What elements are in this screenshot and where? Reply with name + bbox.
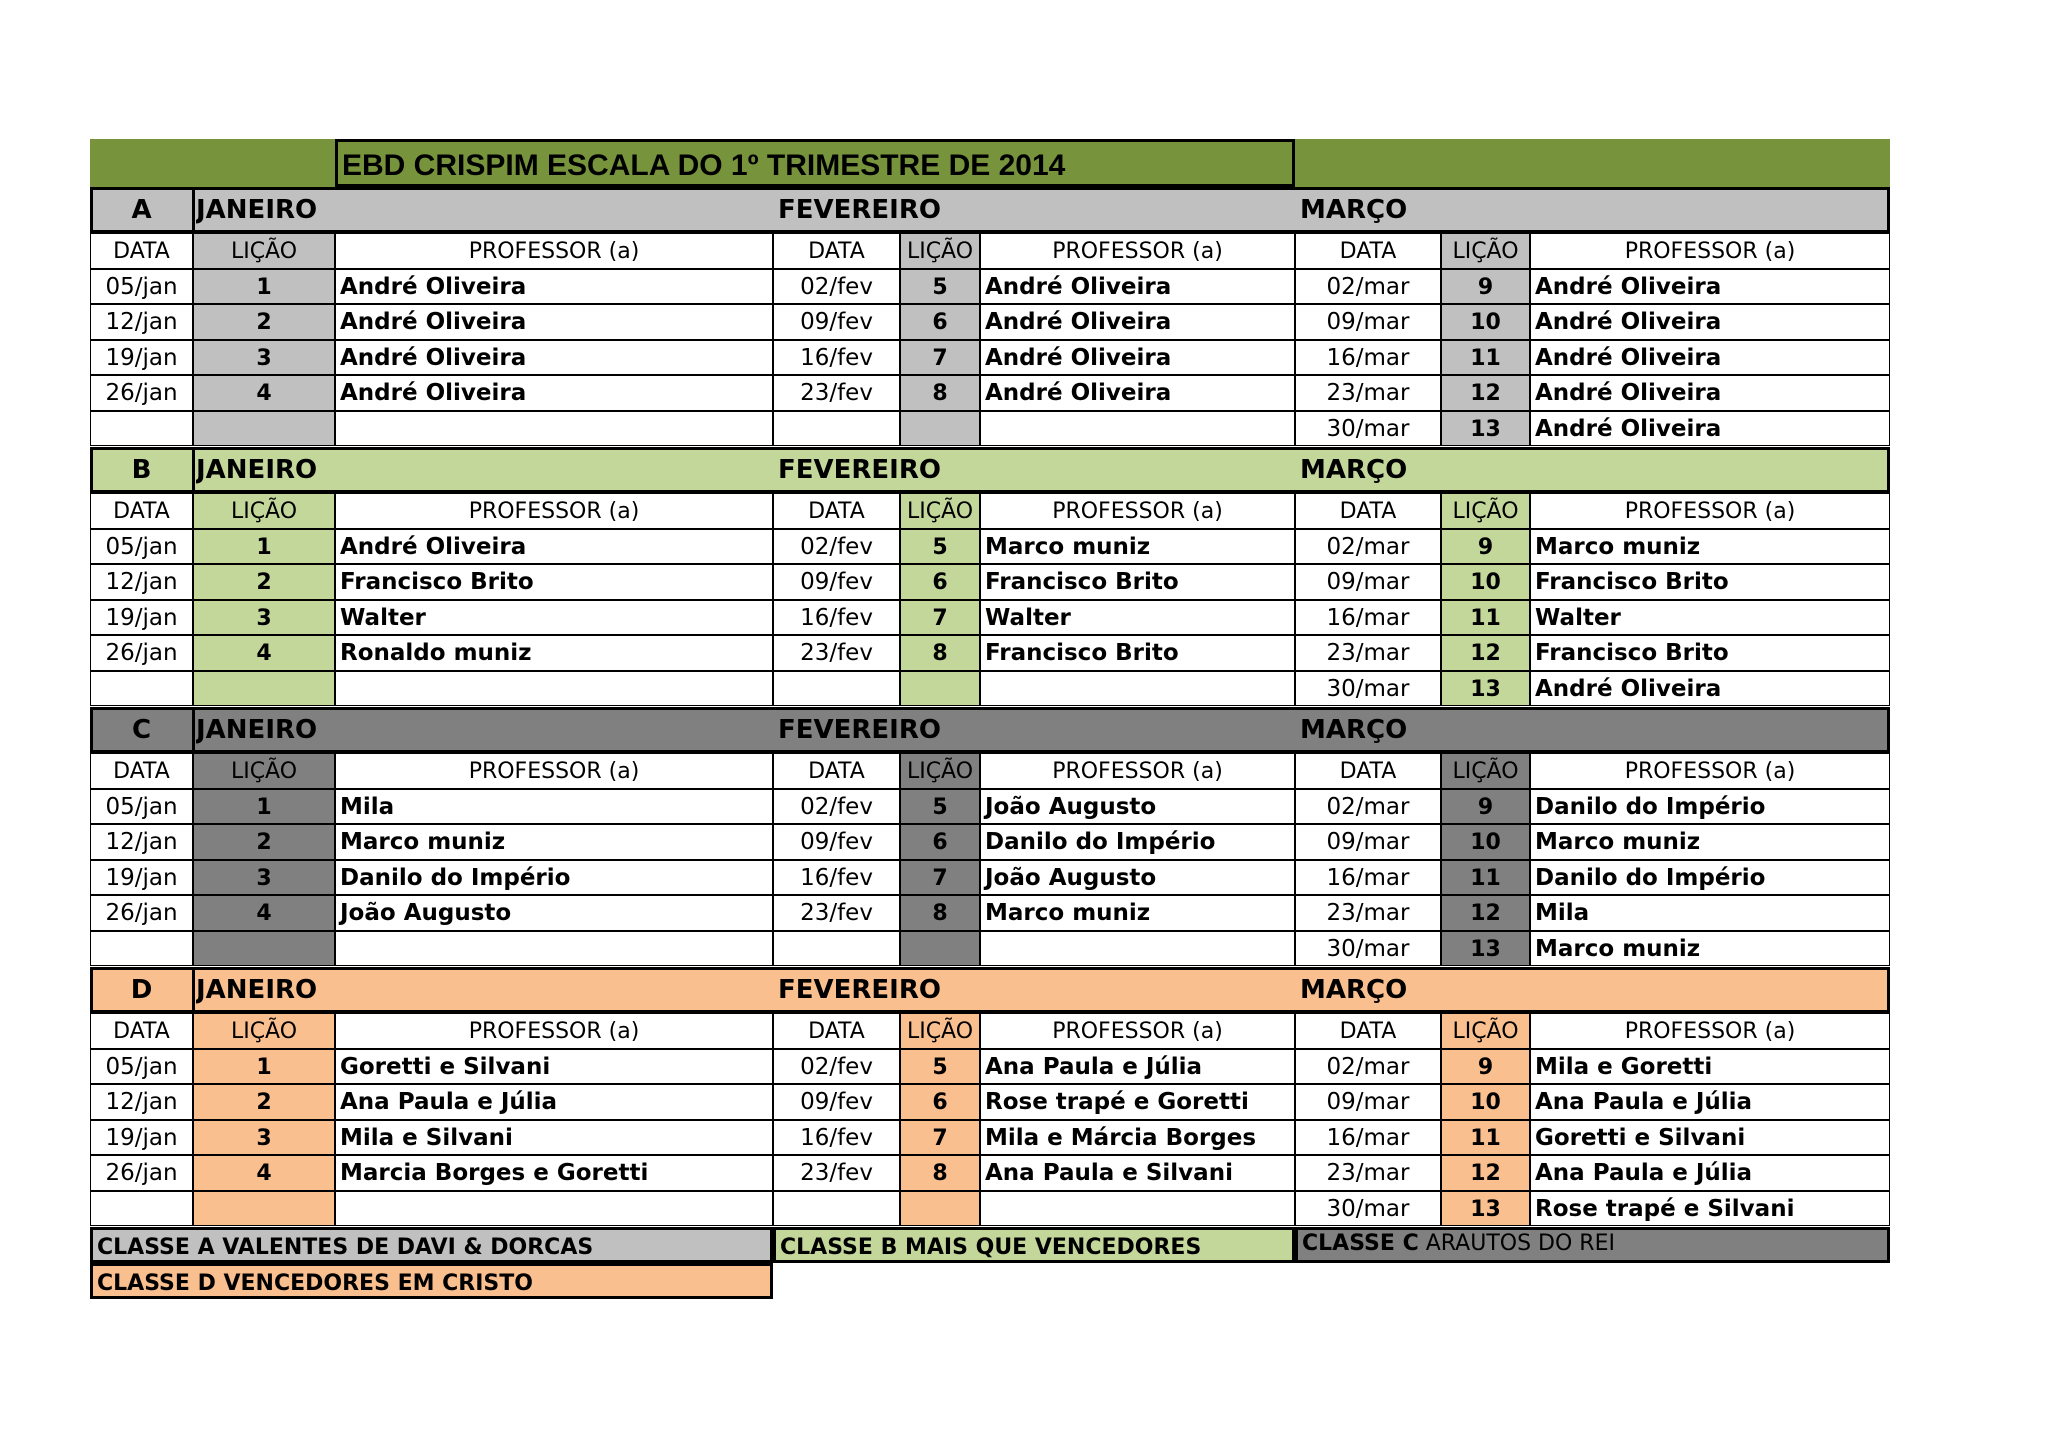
month-fevereiro: FEVEREIRO xyxy=(778,195,941,225)
month-marco: MARÇO xyxy=(1300,715,1408,745)
letter-divider xyxy=(192,187,195,233)
date-cell: 09/mar xyxy=(1295,564,1441,600)
lesson-cell: 4 xyxy=(193,1155,335,1191)
section-letter: B xyxy=(131,455,152,485)
lesson-cell xyxy=(193,411,335,447)
col-header-professor: PROFESSOR (a) xyxy=(980,493,1295,529)
col-header-professor: PROFESSOR (a) xyxy=(1530,753,1890,789)
date-cell: 05/jan xyxy=(90,1049,193,1085)
col-header-data: DATA xyxy=(1295,233,1441,269)
teacher-cell: André Oliveira xyxy=(335,269,773,305)
title-band-left xyxy=(90,139,335,187)
lesson-cell: 5 xyxy=(900,1049,980,1085)
lesson-cell: 10 xyxy=(1441,824,1530,860)
teacher-cell: Marco muniz xyxy=(980,529,1295,565)
month-marco: MARÇO xyxy=(1300,975,1408,1005)
lesson-cell: 5 xyxy=(900,789,980,825)
date-cell: 30/mar xyxy=(1295,411,1441,447)
lesson-cell: 2 xyxy=(193,564,335,600)
date-cell: 23/fev xyxy=(773,375,900,411)
col-header-professor: PROFESSOR (a) xyxy=(335,493,773,529)
month-marco: MARÇO xyxy=(1300,195,1408,225)
col-header-data: DATA xyxy=(773,233,900,269)
teacher-cell: Ana Paula e Júlia xyxy=(335,1084,773,1120)
date-cell xyxy=(90,1191,193,1227)
col-header-professor: PROFESSOR (a) xyxy=(335,753,773,789)
teacher-cell: Francisco Brito xyxy=(980,564,1295,600)
col-header-professor: PROFESSOR (a) xyxy=(335,233,773,269)
teacher-cell: João Augusto xyxy=(335,895,773,931)
lesson-cell: 11 xyxy=(1441,1120,1530,1156)
date-cell: 02/fev xyxy=(773,269,900,305)
teacher-cell: Ana Paula e Júlia xyxy=(1530,1084,1890,1120)
lesson-cell: 8 xyxy=(900,375,980,411)
date-cell: 26/jan xyxy=(90,895,193,931)
lesson-cell: 9 xyxy=(1441,1049,1530,1085)
teacher-cell: André Oliveira xyxy=(1530,411,1890,447)
date-cell: 02/mar xyxy=(1295,269,1441,305)
lesson-cell: 6 xyxy=(900,304,980,340)
lesson-cell: 7 xyxy=(900,1120,980,1156)
teacher-cell: Francisco Brito xyxy=(335,564,773,600)
date-cell: 19/jan xyxy=(90,1120,193,1156)
teacher-cell: Ana Paula e Júlia xyxy=(1530,1155,1890,1191)
col-header-data: DATA xyxy=(773,493,900,529)
date-cell: 09/fev xyxy=(773,824,900,860)
lesson-cell: 11 xyxy=(1441,340,1530,376)
col-header-professor: PROFESSOR (a) xyxy=(980,753,1295,789)
lesson-cell: 12 xyxy=(1441,895,1530,931)
month-janeiro: JANEIRO xyxy=(196,195,318,225)
lesson-cell: 1 xyxy=(193,789,335,825)
letter-divider xyxy=(192,707,195,753)
col-header-data: DATA xyxy=(773,753,900,789)
date-cell xyxy=(773,411,900,447)
date-cell: 16/fev xyxy=(773,340,900,376)
date-cell xyxy=(90,931,193,967)
lesson-cell: 12 xyxy=(1441,375,1530,411)
teacher-cell: André Oliveira xyxy=(980,340,1295,376)
date-cell: 30/mar xyxy=(1295,671,1441,707)
lesson-cell: 3 xyxy=(193,340,335,376)
teacher-cell: Marco muniz xyxy=(1530,824,1890,860)
lesson-cell: 6 xyxy=(900,564,980,600)
teacher-cell: André Oliveira xyxy=(335,375,773,411)
col-header-data: DATA xyxy=(90,233,193,269)
legend-class-d: CLASSE D VENCEDORES EM CRISTO xyxy=(90,1263,773,1299)
col-header-data: DATA xyxy=(1295,1013,1441,1049)
date-cell: 12/jan xyxy=(90,1084,193,1120)
date-cell: 23/mar xyxy=(1295,635,1441,671)
teacher-cell: Rose trapé e Goretti xyxy=(980,1084,1295,1120)
teacher-cell: Danilo do Império xyxy=(980,824,1295,860)
teacher-cell: Goretti e Silvani xyxy=(335,1049,773,1085)
date-cell: 23/mar xyxy=(1295,375,1441,411)
teacher-cell: Danilo do Império xyxy=(1530,860,1890,896)
lesson-cell xyxy=(900,1191,980,1227)
col-header-data: DATA xyxy=(90,493,193,529)
date-cell: 19/jan xyxy=(90,600,193,636)
col-header-data: DATA xyxy=(1295,493,1441,529)
date-cell: 26/jan xyxy=(90,1155,193,1191)
lesson-cell: 3 xyxy=(193,1120,335,1156)
col-header-data: DATA xyxy=(90,753,193,789)
title-band-right xyxy=(1295,139,1890,187)
teacher-cell xyxy=(980,411,1295,447)
date-cell: 02/fev xyxy=(773,789,900,825)
teacher-cell: Ana Paula e Júlia xyxy=(980,1049,1295,1085)
letter-divider xyxy=(192,447,195,493)
col-header-data: DATA xyxy=(1295,753,1441,789)
lesson-cell: 2 xyxy=(193,824,335,860)
lesson-cell: 13 xyxy=(1441,1191,1530,1227)
lesson-cell: 13 xyxy=(1441,671,1530,707)
col-header-licao: LIÇÃO xyxy=(1441,1013,1530,1049)
lesson-cell: 5 xyxy=(900,529,980,565)
date-cell: 23/mar xyxy=(1295,1155,1441,1191)
month-fevereiro: FEVEREIRO xyxy=(778,975,941,1005)
lesson-cell: 7 xyxy=(900,340,980,376)
col-header-licao: LIÇÃO xyxy=(1441,493,1530,529)
teacher-cell: André Oliveira xyxy=(980,375,1295,411)
teacher-cell: Marco muniz xyxy=(1530,529,1890,565)
lesson-cell xyxy=(900,671,980,707)
date-cell xyxy=(773,1191,900,1227)
date-cell: 05/jan xyxy=(90,529,193,565)
date-cell: 12/jan xyxy=(90,304,193,340)
date-cell: 09/fev xyxy=(773,304,900,340)
date-cell: 16/mar xyxy=(1295,860,1441,896)
lesson-cell: 6 xyxy=(900,1084,980,1120)
teacher-cell: André Oliveira xyxy=(1530,304,1890,340)
month-fevereiro: FEVEREIRO xyxy=(778,715,941,745)
date-cell: 09/mar xyxy=(1295,824,1441,860)
lesson-cell xyxy=(900,931,980,967)
teacher-cell: Danilo do Império xyxy=(335,860,773,896)
col-header-licao: LIÇÃO xyxy=(900,233,980,269)
date-cell: 16/fev xyxy=(773,600,900,636)
lesson-cell: 6 xyxy=(900,824,980,860)
lesson-cell: 11 xyxy=(1441,600,1530,636)
teacher-cell: André Oliveira xyxy=(1530,269,1890,305)
teacher-cell: André Oliveira xyxy=(980,304,1295,340)
date-cell: 12/jan xyxy=(90,824,193,860)
lesson-cell: 10 xyxy=(1441,304,1530,340)
month-marco: MARÇO xyxy=(1300,455,1408,485)
date-cell: 19/jan xyxy=(90,860,193,896)
teacher-cell: Marcia Borges e Goretti xyxy=(335,1155,773,1191)
teacher-cell xyxy=(335,671,773,707)
teacher-cell xyxy=(980,931,1295,967)
date-cell: 16/mar xyxy=(1295,1120,1441,1156)
month-janeiro: JANEIRO xyxy=(196,455,318,485)
teacher-cell: Francisco Brito xyxy=(1530,564,1890,600)
section-letter: D xyxy=(130,975,153,1005)
legend-class-a: CLASSE A VALENTES DE DAVI & DORCAS xyxy=(90,1227,773,1263)
date-cell: 26/jan xyxy=(90,375,193,411)
lesson-cell: 13 xyxy=(1441,411,1530,447)
teacher-cell: Francisco Brito xyxy=(980,635,1295,671)
teacher-cell: Mila e Goretti xyxy=(1530,1049,1890,1085)
date-cell: 16/fev xyxy=(773,1120,900,1156)
date-cell: 19/jan xyxy=(90,340,193,376)
lesson-cell: 4 xyxy=(193,895,335,931)
section-letter: C xyxy=(131,715,152,745)
date-cell: 09/fev xyxy=(773,1084,900,1120)
lesson-cell: 4 xyxy=(193,635,335,671)
col-header-licao: LIÇÃO xyxy=(193,753,335,789)
date-cell: 12/jan xyxy=(90,564,193,600)
col-header-licao: LIÇÃO xyxy=(193,1013,335,1049)
teacher-cell: Mila xyxy=(335,789,773,825)
date-cell xyxy=(90,671,193,707)
col-header-professor: PROFESSOR (a) xyxy=(980,1013,1295,1049)
teacher-cell xyxy=(335,931,773,967)
teacher-cell: Walter xyxy=(980,600,1295,636)
lesson-cell: 7 xyxy=(900,600,980,636)
date-cell: 02/mar xyxy=(1295,789,1441,825)
date-cell: 16/mar xyxy=(1295,600,1441,636)
lesson-cell: 2 xyxy=(193,1084,335,1120)
lesson-cell: 10 xyxy=(1441,1084,1530,1120)
col-header-professor: PROFESSOR (a) xyxy=(335,1013,773,1049)
lesson-cell: 13 xyxy=(1441,931,1530,967)
col-header-data: DATA xyxy=(773,1013,900,1049)
col-header-data: DATA xyxy=(90,1013,193,1049)
teacher-cell: André Oliveira xyxy=(1530,375,1890,411)
month-fevereiro: FEVEREIRO xyxy=(778,455,941,485)
lesson-cell: 9 xyxy=(1441,789,1530,825)
teacher-cell: Marco muniz xyxy=(1530,931,1890,967)
teacher-cell xyxy=(335,1191,773,1227)
month-janeiro: JANEIRO xyxy=(196,715,318,745)
teacher-cell: Walter xyxy=(335,600,773,636)
date-cell: 02/mar xyxy=(1295,529,1441,565)
teacher-cell: Danilo do Império xyxy=(1530,789,1890,825)
teacher-cell: André Oliveira xyxy=(335,340,773,376)
col-header-professor: PROFESSOR (a) xyxy=(1530,233,1890,269)
lesson-cell: 3 xyxy=(193,600,335,636)
teacher-cell: João Augusto xyxy=(980,789,1295,825)
col-header-professor: PROFESSOR (a) xyxy=(1530,1013,1890,1049)
col-header-licao: LIÇÃO xyxy=(900,753,980,789)
date-cell: 23/fev xyxy=(773,1155,900,1191)
col-header-licao: LIÇÃO xyxy=(900,493,980,529)
teacher-cell: Ana Paula e Silvani xyxy=(980,1155,1295,1191)
date-cell: 26/jan xyxy=(90,635,193,671)
col-header-licao: LIÇÃO xyxy=(193,493,335,529)
teacher-cell: Marco muniz xyxy=(335,824,773,860)
teacher-cell: Francisco Brito xyxy=(1530,635,1890,671)
teacher-cell xyxy=(980,1191,1295,1227)
date-cell: 09/mar xyxy=(1295,304,1441,340)
lesson-cell: 9 xyxy=(1441,529,1530,565)
lesson-cell: 5 xyxy=(900,269,980,305)
date-cell: 09/mar xyxy=(1295,1084,1441,1120)
month-janeiro: JANEIRO xyxy=(196,975,318,1005)
teacher-cell: André Oliveira xyxy=(980,269,1295,305)
date-cell: 30/mar xyxy=(1295,931,1441,967)
date-cell: 02/fev xyxy=(773,529,900,565)
date-cell: 09/fev xyxy=(773,564,900,600)
lesson-cell: 12 xyxy=(1441,1155,1530,1191)
lesson-cell: 1 xyxy=(193,529,335,565)
lesson-cell: 7 xyxy=(900,860,980,896)
col-header-professor: PROFESSOR (a) xyxy=(980,233,1295,269)
col-header-licao: LIÇÃO xyxy=(1441,233,1530,269)
lesson-cell: 4 xyxy=(193,375,335,411)
letter-divider xyxy=(192,967,195,1013)
col-header-licao: LIÇÃO xyxy=(1441,753,1530,789)
col-header-licao: LIÇÃO xyxy=(193,233,335,269)
date-cell: 05/jan xyxy=(90,269,193,305)
col-header-professor: PROFESSOR (a) xyxy=(1530,493,1890,529)
lesson-cell: 1 xyxy=(193,1049,335,1085)
teacher-cell: André Oliveira xyxy=(335,304,773,340)
teacher-cell: Mila e Silvani xyxy=(335,1120,773,1156)
date-cell: 02/fev xyxy=(773,1049,900,1085)
date-cell: 23/fev xyxy=(773,635,900,671)
teacher-cell: Rose trapé e Silvani xyxy=(1530,1191,1890,1227)
lesson-cell: 9 xyxy=(1441,269,1530,305)
lesson-cell: 10 xyxy=(1441,564,1530,600)
teacher-cell: Ronaldo muniz xyxy=(335,635,773,671)
date-cell: 16/fev xyxy=(773,860,900,896)
date-cell: 30/mar xyxy=(1295,1191,1441,1227)
teacher-cell: Marco muniz xyxy=(980,895,1295,931)
date-cell: 23/mar xyxy=(1295,895,1441,931)
date-cell xyxy=(90,411,193,447)
date-cell: 02/mar xyxy=(1295,1049,1441,1085)
legend-class-b: CLASSE B MAIS QUE VENCEDORES xyxy=(773,1227,1295,1263)
legend-class-c-name: ARAUTOS DO REI xyxy=(1418,1231,1615,1256)
lesson-cell: 8 xyxy=(900,1155,980,1191)
lesson-cell: 2 xyxy=(193,304,335,340)
lesson-cell: 3 xyxy=(193,860,335,896)
teacher-cell: Goretti e Silvani xyxy=(1530,1120,1890,1156)
lesson-cell: 8 xyxy=(900,895,980,931)
section-letter: A xyxy=(131,195,152,225)
date-cell xyxy=(773,931,900,967)
date-cell: 16/mar xyxy=(1295,340,1441,376)
date-cell xyxy=(773,671,900,707)
lesson-cell xyxy=(193,931,335,967)
teacher-cell: André Oliveira xyxy=(1530,671,1890,707)
lesson-cell xyxy=(193,671,335,707)
lesson-cell xyxy=(193,1191,335,1227)
date-cell: 05/jan xyxy=(90,789,193,825)
col-header-licao: LIÇÃO xyxy=(900,1013,980,1049)
legend-class-c xyxy=(1295,1227,1890,1263)
lesson-cell: 8 xyxy=(900,635,980,671)
page-title: EBD CRISPIM ESCALA DO 1º TRIMESTRE DE 2014 xyxy=(335,139,1295,187)
teacher-cell: André Oliveira xyxy=(1530,340,1890,376)
lesson-cell xyxy=(900,411,980,447)
teacher-cell: João Augusto xyxy=(980,860,1295,896)
lesson-cell: 12 xyxy=(1441,635,1530,671)
teacher-cell: Mila xyxy=(1530,895,1890,931)
teacher-cell: André Oliveira xyxy=(335,529,773,565)
teacher-cell: Walter xyxy=(1530,600,1890,636)
teacher-cell xyxy=(980,671,1295,707)
lesson-cell: 1 xyxy=(193,269,335,305)
teacher-cell: Mila e Márcia Borges xyxy=(980,1120,1295,1156)
lesson-cell: 11 xyxy=(1441,860,1530,896)
teacher-cell xyxy=(335,411,773,447)
legend-class-c-label: CLASSE C xyxy=(1302,1231,1419,1256)
date-cell: 23/fev xyxy=(773,895,900,931)
